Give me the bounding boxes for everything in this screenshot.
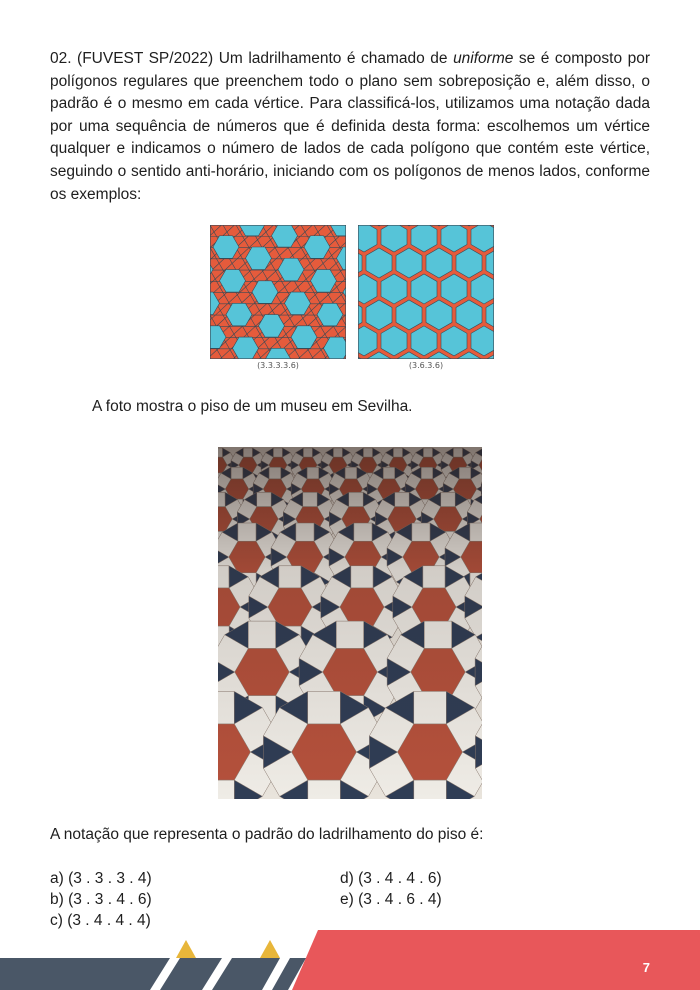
example-tiling-trihexagonal [358,225,494,370]
option-a[interactable]: a) (3 . 3 . 3 . 4) [50,870,152,887]
museum-floor-image [218,447,482,799]
example-tiling-snub-hexagonal [210,225,346,370]
example-caption-1: (3.3.3.3.6) [257,361,299,370]
question-text-part1: Um ladrilhamento é chamado de [213,50,454,67]
question-text-part2: se é composto por polígonos regulares que preenchem todo o plano sem sobreposição e, além disso, o padrão é o mesmo em cada vértice. Para classificá-los, utilizamos uma notação dada por uma sequência de números que é definida desta forma: escolhemos um vértice qualquer e indicamos o número de lados de cada polígono que contém este vértice, seguindo o sentido anti-horário, iniciando com os polígonos de menos lados, conforme os exemplos: [50,50,651,203]
option-d[interactable]: d) (3 . 4 . 4 . 6) [340,870,442,887]
trihexagonal-tiling-image [358,225,494,359]
photo-intro: A foto mostra o piso de um museu em Sevilha. [92,398,413,415]
question-source: 02. (FUVEST SP/2022) [50,50,214,67]
museum-floor-photo [218,447,482,799]
answer-prompt: A notação que representa o padrão do ladrilhamento do piso é: [50,826,484,843]
option-c[interactable]: c) (3 . 4 . 4 . 4) [50,912,151,929]
question-text [50,48,650,206]
question-emphasis: uniforme [453,50,514,67]
option-e[interactable]: e) (3 . 4 . 6 . 4) [340,891,442,908]
snub-hexagonal-tiling-image [210,225,346,359]
example-caption-2: (3.6.3.6) [408,361,444,370]
page-number: 7 [642,960,650,975]
footer-decoration [0,930,700,990]
tiling-examples [210,225,494,375]
option-b[interactable]: b) (3 . 3 . 4 . 6) [50,891,152,908]
